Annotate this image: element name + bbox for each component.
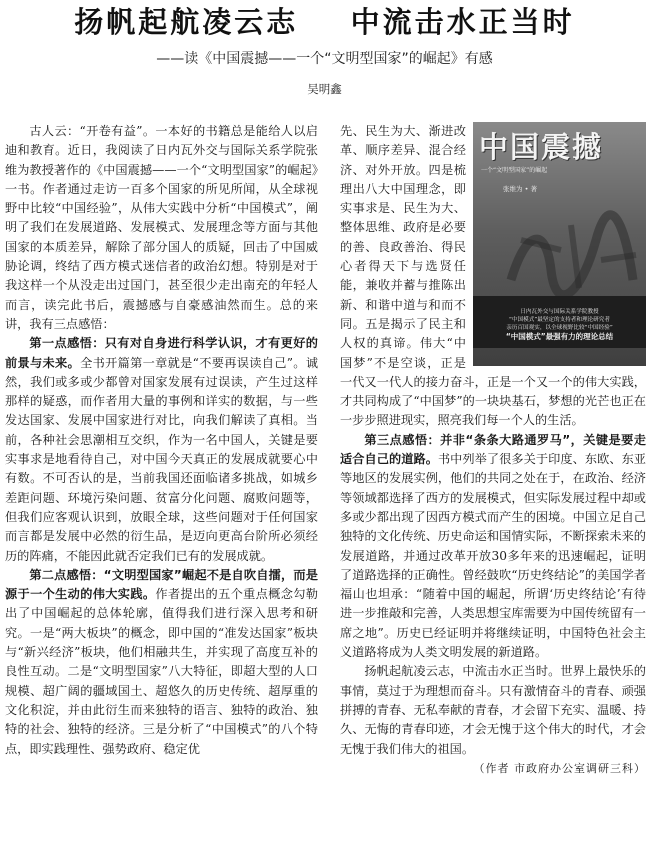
- left-column: [5, 122, 318, 866]
- article-author: 吴明鑫: [307, 82, 342, 96]
- insight-three-paragraph: [340, 431, 646, 663]
- cover-calligraphy-graphic: [501, 210, 641, 300]
- intro-paragraph: 古人云：“开卷有益”。一本好的书籍总是能给人以启迪和教育。近日，我阅读了日内瓦外交与国际关系学院张维为教授著作的《中国震撼——一个“文明型国家”的崛起》一书。作者通过走访一百多个国家的所见所闻，从全球视野中比较“中国经验”，从伟大实践中分析“中国模式”，阐明了我们在发展道路、发展模式、发展理念等方面与其他国家的本质差异，解除了部分国人的质疑，回击了中国威胁论调，终结了西方模式迷信者的政治幻想。特别是对于我这样一个从没走出过国门，甚至很少走出南充的年轻人而言，读完此书后，震撼感与自豪感油然而生。总的来讲，我有三点感悟：: [5, 124, 318, 331]
- article-title: 扬帆起航凌云志 中流击水正当时: [74, 5, 575, 39]
- insight-one-heading: 第一点感悟：只有对自身进行科学认识，才有更好的前景与未来。: [5, 336, 318, 370]
- cover-author: 张维为 • 著: [503, 185, 537, 193]
- insight-two-heading: 第二点感悟：“文明型国家”崛起不是自吹自擂，而是源于一个生动的伟大实践。: [5, 567, 318, 602]
- cover-blurb: 日内瓦外交与国际关系学院教授 “中国模式”最坚定的支持者和理论研究者 亲历百国观实，以全球视野比较“中国经验”: [506, 309, 613, 331]
- cover-subtitle: 一个“文明型国家”的崛起: [481, 167, 548, 174]
- insight-two-body: 作者提出的五个重点概念勾勒出了中国崛起的总体轮廓，值得我们进行深入思考和研究。一是“两大板块”的概念，即中国的“准发达国家”板块与“新兴经济”板块，他们相融共生，并实现了高度互补的良性互动。二是“文明型国家”八大特征，即超大型的人口规模、超广阔的疆域国土、超悠久的历史传统、超厚重的文化积淀，并由此衍生而来独特的语言、独特的政治、独特的社会、独特的经济。三是分析了“中国模式”的八个特点，即实践理性、强势政府、稳定优: [5, 587, 318, 756]
- cover-slogan: “中国模式”最强有力的理论总结: [505, 331, 614, 341]
- cover-title: 中国震撼: [479, 130, 604, 164]
- article-subtitle: ——读《中国震撼——一个“文明型国家”的崛起》有感: [156, 51, 493, 67]
- insight-three-heading: 第三点感悟：并非“条条大路通罗马”，关键是要走适合自己的道路。: [340, 432, 646, 467]
- insight-two-continued: 先、民生为大、渐进改革、顺序差异、混合经济、对外开放。四是梳理出八大中国理念，即实事求是、民生为大、整体思维、政府是必要的善、良政善治、得民心者得天下与选贤任能，兼收并蓄与推陈出新、和谐中道与和而不同。五是揭示了民主和人权的真谛。伟大“中国梦”不是空谈，正是一代又一代人的接力奋斗，正是一个又一个的伟大实践，才共同构成了“中国梦”的一块块基石，梦想的光芒也正在一步步照进现实，照亮我们每一个人的生活。: [340, 124, 646, 428]
- insight-one-body: 全书开篇第一章就是“不要再误读自己”。诚然，我们或多或少都曾对国家发展有过误读，产生过这样那样的疑惑，而作者用大量的事例和详实的数据，与一些发达国家、发展中国家进行对比，向我们解读了真相。当前，各种社会思潮相互交织，作为一名中国人，关键是要实事求是地看待自己，对中国今天真正的发展成就要心中有数。不可否认的是，当前我国还面临诸多挑战，如城乡差距问题、环境污染问题、贫富分化问题、腐败问题等，但我们应客观认识到，放眼全球，这些问题对于任何国家而言都是发展中必然的衍生品，是迈向更高台阶所必须经历的阵痛，不能因此就否定我们已有的发展成就。: [5, 355, 318, 563]
- book-cover-image: [473, 122, 646, 366]
- insight-one-paragraph: [5, 334, 318, 566]
- author-byline: （作者 市政府办公室调研三科）: [473, 761, 646, 775]
- closing-paragraph: 扬帆起航凌云志，中流击水正当时。世界上最快乐的事情，莫过于为理想而奋斗。只有激情奋斗的青春、顽强拼搏的青春、无私奉献的青春，才会留下充实、温暖、持久、无悔的青春印迹，才会无愧于这个伟大的时代，才会无愧于我们伟大的祖国。: [340, 664, 646, 756]
- insight-three-body: 书中列举了很多关于印度、东欧、东亚等地区的发展实例，他们的共同之处在于，在政治、经济等领域都选择了西方的发展模式，但实际发展过程中却或多或少都出现了因西方模式而产生的困境。中国立足自己独特的文化传统、历史命运和国情实际，不断探索未来的发展道路，并通过改革开放30多年来的迅速崛起，证明了道路选择的正确性。曾经鼓吹“历史终结论”的美国学者福山也坦承：“随着中国的崛起，所谓‘历史终结论’有待进一步推敲和完善，人类思想宝库需要为中国传统留有一席之地”。历史已经证明并将继续证明，中国特色社会主义道路将成为人类文明发展的新道路。: [340, 452, 646, 660]
- right-column: [340, 122, 646, 866]
- insight-two-paragraph: [5, 566, 318, 759]
- book-cover: [473, 122, 646, 366]
